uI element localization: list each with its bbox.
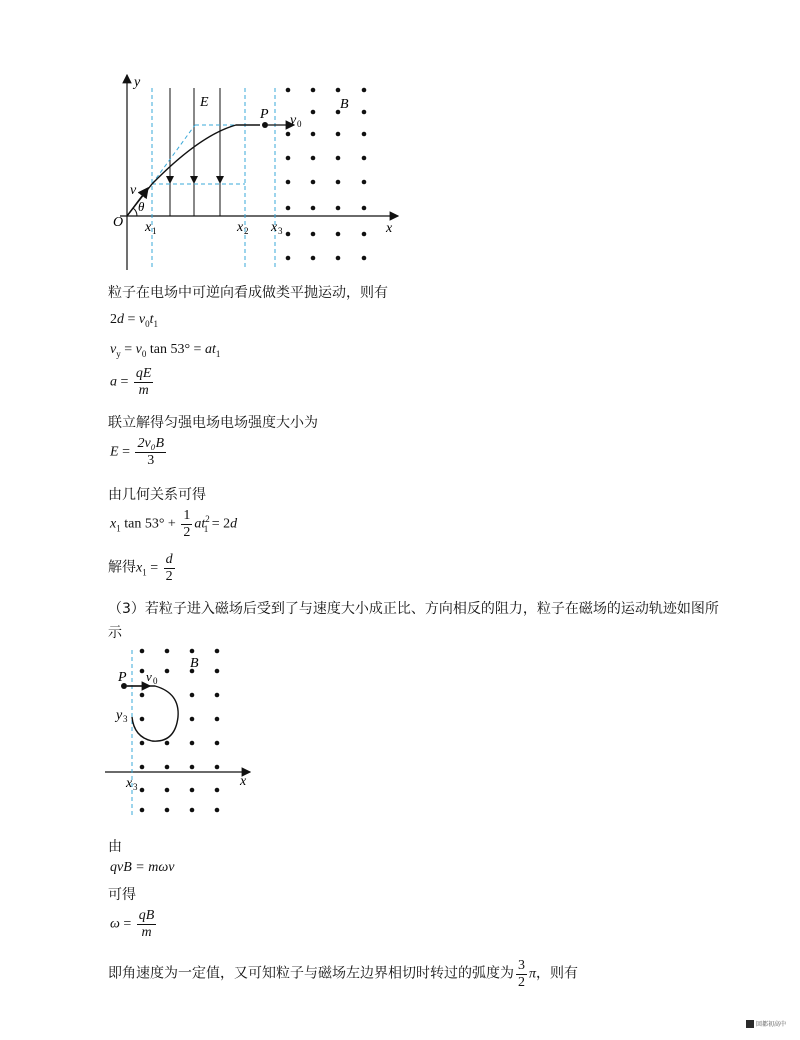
watermark-logo: 回都初高中	[746, 1019, 786, 1029]
field-dot	[165, 765, 170, 770]
field-dot	[311, 232, 316, 237]
field-dot	[286, 256, 291, 261]
field-dot	[362, 88, 367, 93]
field-dot	[140, 649, 145, 654]
field-dot	[190, 717, 195, 722]
svg-text:v: v	[290, 113, 297, 128]
field-dot	[140, 717, 145, 722]
svg-text:0: 0	[297, 119, 302, 129]
svg-text:E: E	[200, 95, 209, 110]
svg-text:y: y	[134, 75, 141, 90]
svg-text:B: B	[340, 97, 349, 112]
field-dot	[286, 180, 291, 185]
field-dot	[215, 765, 220, 770]
svg-text:2: 2	[244, 226, 249, 236]
figure-magnetic-trajectory	[100, 645, 260, 820]
text-line-5b: 示	[108, 625, 122, 641]
field-dot	[215, 693, 220, 698]
svg-text:v: v	[146, 669, 152, 684]
field-dot	[336, 232, 341, 237]
svg-text:x: x	[240, 774, 247, 789]
svg-text:v: v	[130, 183, 137, 198]
field-dot	[140, 808, 145, 813]
field-dot	[362, 156, 367, 161]
svg-text:3: 3	[123, 714, 128, 724]
field-dot	[286, 232, 291, 237]
svg-text:x: x	[271, 220, 278, 235]
field-dot	[165, 808, 170, 813]
equation-4: E = $\frac{\text{2v₀B}}{3}$	[110, 436, 165, 468]
field-dot	[140, 669, 145, 674]
field-dot	[311, 206, 316, 211]
figure-electric-magnetic-field	[100, 70, 410, 275]
field-dot	[140, 788, 145, 793]
svg-text:x: x	[386, 221, 393, 236]
svg-text:B: B	[190, 656, 199, 671]
field-dot	[311, 88, 316, 93]
svg-text:3: 3	[133, 782, 138, 792]
trajectory	[127, 686, 178, 741]
field-dot	[336, 132, 341, 137]
field-dot	[165, 649, 170, 654]
text-line-1: 粒子在电场中可逆向看成做类平抛运动，则有	[108, 285, 388, 301]
field-dot	[215, 669, 220, 674]
field-dot	[140, 765, 145, 770]
field-dot	[140, 693, 145, 698]
text-line-8: 即角速度为一定值，又可知粒子与磁场左边界相切时转过的弧度为 $\frac{3}{2}$ π，则有	[108, 958, 579, 990]
field-dot	[311, 256, 316, 261]
svg-text:y: y	[116, 708, 123, 723]
field-dot	[362, 232, 367, 237]
field-dot	[190, 808, 195, 813]
equation-7: qvB = mωv	[110, 860, 175, 875]
field-dot	[215, 649, 220, 654]
svg-text:x: x	[145, 220, 152, 235]
field-dot	[362, 206, 367, 211]
svg-text:θ: θ	[138, 199, 145, 214]
field-dot	[215, 741, 220, 746]
field-dot	[190, 765, 195, 770]
field-dot	[336, 156, 341, 161]
svg-text:1: 1	[152, 226, 157, 236]
field-dot	[336, 206, 341, 211]
equation-6: 解得$x_1$ = $\frac{d}{2}$	[108, 552, 173, 584]
field-dot	[362, 256, 367, 261]
text-line-5: （3）若粒子进入磁场后受到了与速度大小成正比、方向相反的阻力，粒子在磁场的运动轨迹如图所	[108, 601, 719, 617]
field-dot	[336, 88, 341, 93]
field-dot	[362, 110, 367, 115]
field-dot	[215, 788, 220, 793]
equation-2: $v_y = v_0$ $\tan 53^\circ = at_1$	[110, 342, 221, 359]
svg-text:x: x	[126, 776, 133, 791]
field-dot	[336, 180, 341, 185]
equation-8: ω = $\frac{qB}{m}$	[110, 908, 155, 940]
field-dot	[286, 156, 291, 161]
svg-text:0: 0	[153, 676, 158, 686]
text-line-3: 由几何关系可得	[108, 487, 206, 503]
field-dot	[362, 132, 367, 137]
field-dot	[311, 132, 316, 137]
field-dot	[165, 741, 170, 746]
field-dot	[311, 180, 316, 185]
field-dot	[215, 717, 220, 722]
field-dot	[190, 788, 195, 793]
field-dot	[286, 88, 291, 93]
field-dot	[165, 788, 170, 793]
field-dot	[286, 132, 291, 137]
field-dot	[311, 110, 316, 115]
field-dot	[215, 808, 220, 813]
text-line-7: 可得	[108, 887, 136, 903]
field-dot	[190, 649, 195, 654]
text-line-6: 由	[108, 839, 122, 855]
field-dot	[140, 741, 145, 746]
field-dot	[165, 669, 170, 674]
svg-text:P: P	[118, 670, 127, 685]
equation-5: $x_1$ tan 53° + $\frac{1}{2}$ $at^2_1 = 2d$	[110, 508, 238, 540]
svg-text:O: O	[113, 215, 124, 230]
svg-text:P: P	[260, 107, 269, 122]
field-dot	[286, 206, 291, 211]
field-dot	[336, 256, 341, 261]
magnetic-field-dots	[286, 88, 367, 261]
field-dot	[362, 180, 367, 185]
field-dot	[311, 156, 316, 161]
equation-1: $2d = v_0t_1$	[110, 312, 159, 329]
svg-text:3: 3	[278, 226, 283, 236]
point-P	[262, 122, 268, 128]
field-dot	[190, 741, 195, 746]
equation-3: a = $\frac{qE}{m}$	[110, 366, 152, 398]
text-line-2: 联立解得匀强电场电场强度大小为	[108, 415, 318, 431]
svg-text:x: x	[237, 220, 244, 235]
field-dot	[190, 693, 195, 698]
